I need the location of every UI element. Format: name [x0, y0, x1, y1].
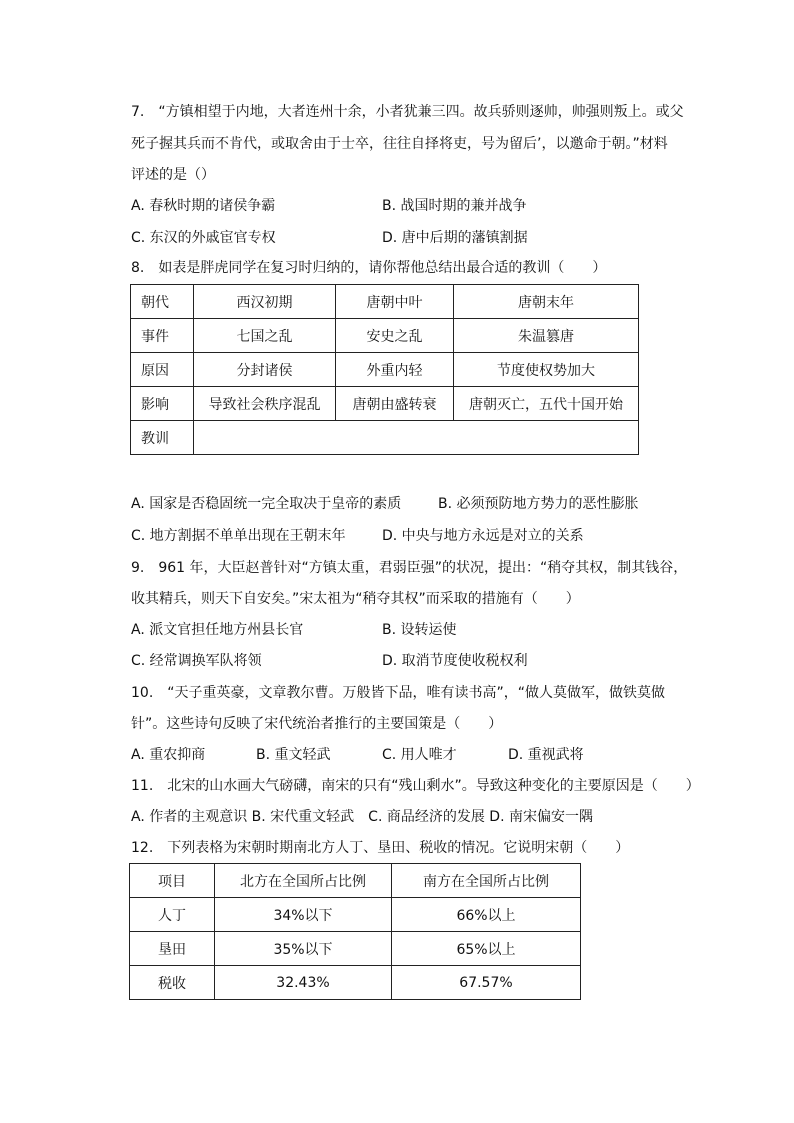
table-row	[130, 966, 581, 1000]
table-cell: 35%以下	[215, 932, 392, 966]
table-cell: 唐朝末年	[454, 285, 639, 319]
table-cell: 65%以上	[392, 932, 581, 966]
column-header: 南方在全国所占比例	[392, 864, 581, 898]
q12-table	[129, 863, 581, 1000]
q12-stem: 12. 下列表格为宋朝时期南北方人丁、垦田、税收的情况。它说明宋朝（ ）	[131, 840, 630, 856]
table-cell: 32.43%	[215, 966, 392, 1000]
q8-table	[130, 284, 639, 455]
table-cell: 66%以上	[392, 898, 581, 932]
q8-option-d: D. 中央与地方永远是对立的关系	[382, 528, 584, 544]
q7-stem-line1: 7. “方镇相望于内地，大者连州十余，小者犹兼三四。故兵骄则逐帅，帅强则叛上。或父	[131, 104, 684, 120]
q7-option-a: A. 春秋时期的诸侯争霸	[131, 198, 276, 214]
table-row	[130, 932, 581, 966]
q7-option-b: B. 战国时期的兼并战争	[382, 198, 527, 214]
q9-stem-line1: 9. 961 年，大臣赵普针对“方镇太重，君弱臣强”的状况，提出：“稍夺其权，制其钱谷，	[131, 560, 688, 576]
table-cell: 67.57%	[392, 966, 581, 1000]
q11-options: A. 作者的主观意识 B. 宋代重文轻武 C. 商品经济的发展 D. 南宋偏安一隅	[131, 809, 593, 825]
q9-stem-line2: 收其精兵，则天下自安矣。”宋太祖为“稍夺其权”而采取的措施有（ ）	[131, 591, 580, 607]
table-row	[131, 319, 639, 353]
table-cell: 外重内轻	[336, 353, 454, 387]
table-cell: 节度使权势加大	[454, 353, 639, 387]
q10-option-d: D. 重视武将	[508, 747, 584, 763]
table-header-row	[130, 864, 581, 898]
q11-stem: 11. 北宋的山水画大气磅礴，南宋的只有“残山剩水”。导致这种变化的主要原因是（ ）	[131, 778, 700, 794]
table-cell-empty	[194, 421, 639, 455]
q10-option-a: A. 重农抑商	[131, 747, 206, 763]
table-cell: 垦田	[130, 932, 215, 966]
table-cell: 导致社会秩序混乱	[194, 387, 336, 421]
column-header: 项目	[130, 864, 215, 898]
table-row	[131, 353, 639, 387]
q10-option-b: B. 重文轻武	[256, 747, 331, 763]
q10-stem-line2: 针”。这些诗句反映了宋代统治者推行的主要国策是（ ）	[131, 716, 503, 732]
table-cell: 34%以下	[215, 898, 392, 932]
table-cell: 唐朝由盛转衰	[336, 387, 454, 421]
table-cell: 分封诸侯	[194, 353, 336, 387]
table-row	[131, 421, 639, 455]
table-row	[130, 898, 581, 932]
column-header: 北方在全国所占比例	[215, 864, 392, 898]
q9-option-b: B. 设转运使	[382, 622, 457, 638]
q8-option-a: A. 国家是否稳固统一完全取决于皇帝的素质	[131, 496, 402, 512]
table-cell: 朱温篡唐	[454, 319, 639, 353]
row-header: 影响	[131, 387, 194, 421]
q10-option-c: C. 用人唯才	[382, 747, 457, 763]
table-cell: 税收	[130, 966, 215, 1000]
row-header: 朝代	[131, 285, 194, 319]
row-header: 原因	[131, 353, 194, 387]
q9-option-c: C. 经常调换军队将领	[131, 653, 262, 669]
row-header: 事件	[131, 319, 194, 353]
q8-stem: 8. 如表是胖虎同学在复习时归纳的，请你帮他总结出最合适的教训（ ）	[131, 260, 607, 276]
table-cell: 唐朝灭亡，五代十国开始	[454, 387, 639, 421]
q9-option-a: A. 派文官担任地方州县长官	[131, 622, 304, 638]
q7-option-d: D. 唐中后期的藩镇割据	[382, 230, 528, 246]
q8-option-c: C. 地方割据不单单出现在王朝末年	[131, 528, 346, 544]
table-row	[131, 387, 639, 421]
q7-stem-line2: 死子握其兵而不肯代，或取舍由于士卒，往往自择将吏，号为留后’，以邀命于朝。”材料	[131, 136, 668, 152]
row-header: 教训	[131, 421, 194, 455]
table-cell: 西汉初期	[194, 285, 336, 319]
q7-stem-line3: 评述的是（）	[131, 167, 215, 183]
q8-option-b: B. 必须预防地方势力的恶性膨胀	[438, 496, 639, 512]
q10-stem-line1: 10. “天子重英豪，文章教尔曹。万般皆下品，唯有读书高”，“做人莫做军，做铁莫做	[131, 685, 666, 701]
table-cell: 七国之乱	[194, 319, 336, 353]
q9-option-d: D. 取消节度使收税权利	[382, 653, 528, 669]
table-cell: 安史之乱	[336, 319, 454, 353]
table-cell: 人丁	[130, 898, 215, 932]
table-cell: 唐朝中叶	[336, 285, 454, 319]
table-row	[131, 285, 639, 319]
q7-option-c: C. 东汉的外戚宦官专权	[131, 230, 276, 246]
